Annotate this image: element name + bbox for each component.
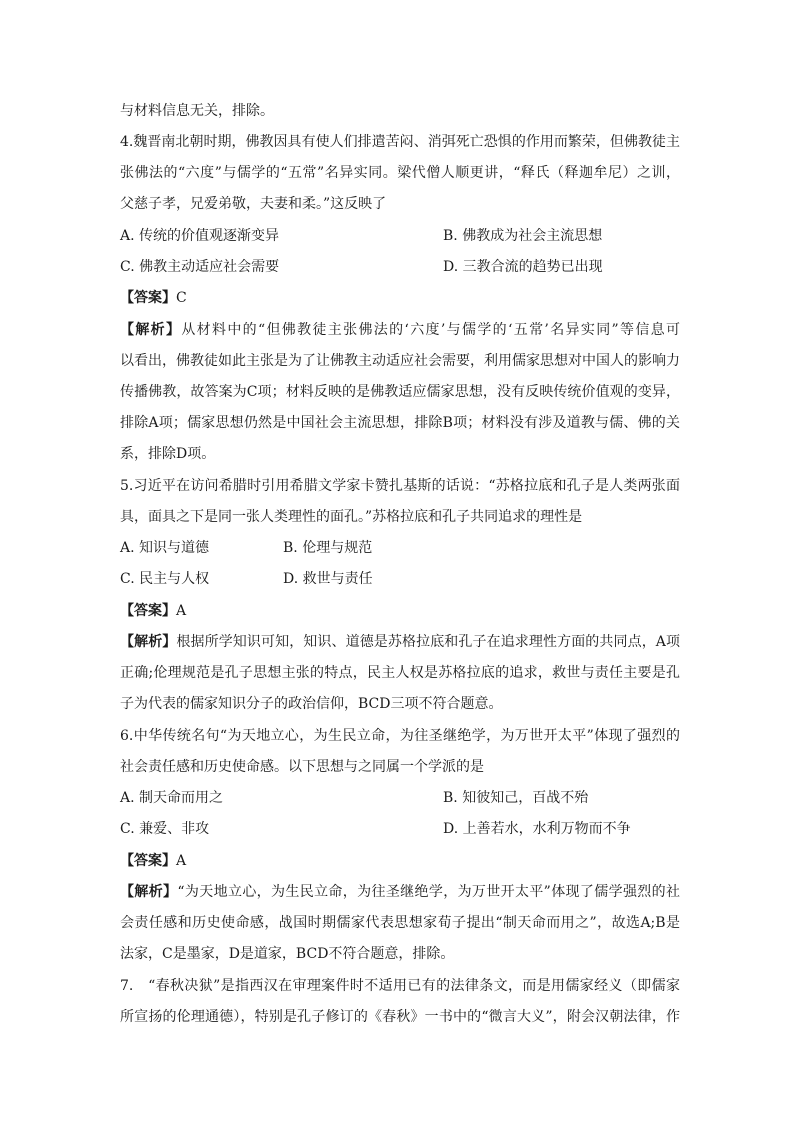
question-7-stem-line-2: 所宣扬的伦理通德），特别是孔子修订的《春秋》一书中的“微言大义”，附会汉朝法律，作 <box>120 1009 680 1025</box>
question-4-analysis-line-4: 排除A项；儒家思想仍然是中国社会主流思想，排除B项；材料没有涉及道教与儒、佛的关 <box>120 415 680 431</box>
question-4-option-b: B. 佛教成为社会主流思想 <box>443 228 603 244</box>
question-4-stem-line-3: 父慈子孝，兄爱弟敬，夫妻和柔。”这反映了 <box>120 196 387 212</box>
question-6-stem-line-1: 6.中华传统名句“为天地立心，为生民立命，为往圣继绝学，为万世开太平”体现了强烈的 <box>120 728 680 744</box>
answer-value: A <box>176 603 187 619</box>
analysis-text: “为天地立心，为生民立命，为往圣继绝学，为万世开太平”体现了儒学强烈的社 <box>177 884 680 900</box>
question-5-stem-line-2: 具，面具之下是同一张人类理性的面孔。”苏格拉底和孔子共同追求的理性是 <box>120 509 583 525</box>
question-4-stem-line-1: 4.魏晋南北朝时期，佛教因具有使人们排遣苦闷、消弭死亡恐惧的作用而繁荣，但佛教徒主 <box>120 134 680 150</box>
question-6-analysis-line-1 <box>120 882 680 902</box>
analysis-text: 从材料中的“但佛教徒主张佛法的‘六度’与儒学的‘五常’名异实同”等信息可 <box>181 322 680 338</box>
question-5-option-c: C. 民主与人权 <box>120 571 210 587</box>
question-5-option-d: D. 救世与责任 <box>283 571 373 587</box>
question-6-stem-line-2: 社会责任感和历史使命感。以下思想与之同属一个学派的是 <box>120 759 484 775</box>
question-7-stem-line-1: 7. “春秋决狱”是指西汉在审理案件时不适用已有的法律条文，而是用儒家经义（即儒家 <box>120 978 680 994</box>
question-4-option-c: C. 佛教主动适应社会需要 <box>120 259 280 275</box>
question-4-stem-line-2: 张佛法的“六度”与儒学的“五常”名异实同。梁代僧人顺更讲，“释氏（释迦牟尼）之训， <box>120 165 680 181</box>
analysis-label: 【解析】 <box>120 322 182 338</box>
question-6-analysis-line-3: 法家，C是墨家，D是道家，BCD不符合题意，排除。 <box>120 946 455 962</box>
question-5-stem-line-1: 5.习近平在访问希腊时引用希腊文学家卡赞扎基斯的话说：“苏格拉底和孔子是人类两张面 <box>120 478 680 494</box>
question-5-analysis-line-3: 子为代表的儒家知识分子的政治信仰，BCD三项不符合题意。 <box>120 696 503 712</box>
question-6-answer <box>120 851 680 871</box>
question-4-analysis-line-5: 系，排除D项。 <box>120 446 216 462</box>
question-6-option-b: B. 知彼知己，百战不殆 <box>443 790 589 806</box>
analysis-text: 根据所学知识可知，知识、道德是苏格拉底和孔子在追求理性方面的共同点，A项 <box>176 634 680 650</box>
question-6-analysis-line-2: 会责任感和历史使命感，战国时期儒家代表思想家荀子提出“制天命而用之”，故选A;B是 <box>120 915 680 931</box>
answer-value: A <box>176 853 187 869</box>
analysis-label: 【解析】 <box>120 884 178 900</box>
question-4-answer <box>120 288 680 308</box>
previous-analysis-tail: 与材料信息无关，排除。 <box>120 103 274 119</box>
question-5-option-a: A. 知识与道德 <box>120 540 210 556</box>
question-6-option-d: D. 上善若水，水利万物而不争 <box>443 821 631 837</box>
analysis-label: 【解析】 <box>120 634 177 650</box>
question-6-option-c: C. 兼爱、非攻 <box>120 821 210 837</box>
question-5-analysis-line-2: 正确;伦理规范是孔子思想主张的特点，民主人权是苏格拉底的追求，救世与责任主要是孔 <box>120 665 680 681</box>
question-5-answer <box>120 601 680 621</box>
question-4-analysis-line-3: 传播佛教，故答案为C项；材料反映的是佛教适应儒家思想，没有反映传统价值观的变异， <box>120 384 680 400</box>
question-5-option-b: B. 伦理与规范 <box>283 540 373 556</box>
question-6-option-a: A. 制天命而用之 <box>120 790 224 806</box>
question-4-option-a: A. 传统的价值观逐渐变异 <box>120 228 280 244</box>
answer-label: 【答案】 <box>120 603 176 619</box>
question-4-analysis-line-1 <box>120 320 680 340</box>
question-4-option-d: D. 三教合流的趋势已出现 <box>443 259 603 275</box>
question-4-analysis-line-2: 以看出，佛教徒如此主张是为了让佛教主动适应社会需要，利用儒家思想对中国人的影响力 <box>120 353 680 369</box>
answer-label: 【答案】 <box>120 853 176 869</box>
question-5-analysis-line-1 <box>120 632 680 652</box>
answer-label: 【答案】 <box>120 290 176 306</box>
answer-value: C <box>176 290 187 306</box>
